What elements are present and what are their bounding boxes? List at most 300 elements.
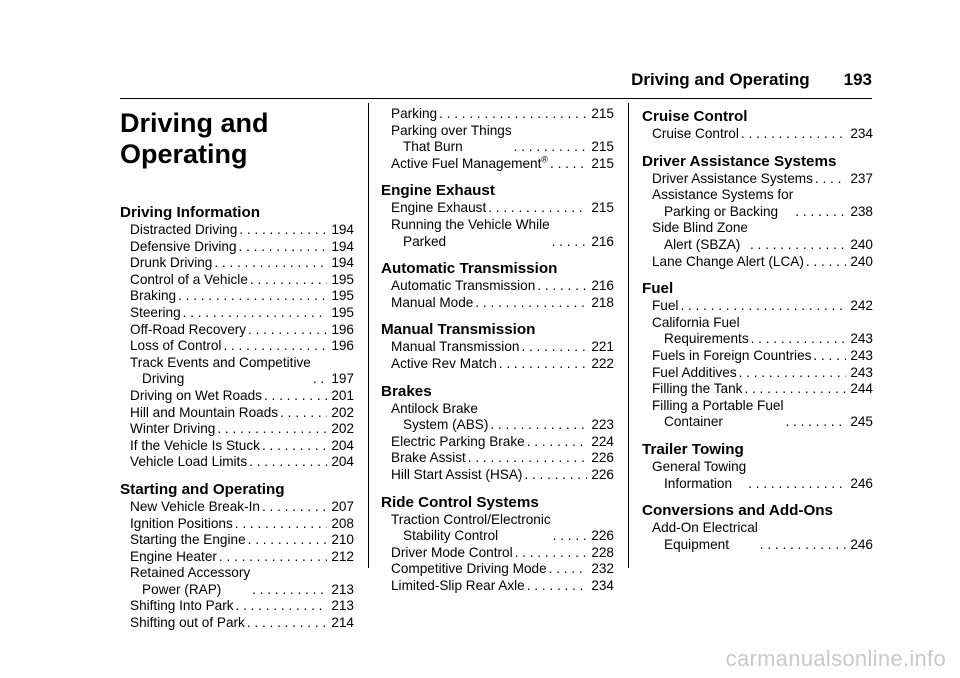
toc-entry-text-continued: Power (RAP) — [142, 581, 222, 597]
dot-leader — [760, 537, 847, 554]
toc-entry[interactable] — [391, 512, 614, 545]
toc-list — [381, 512, 614, 595]
toc-entry-title — [391, 200, 488, 217]
toc-page-number: 234 — [850, 126, 873, 141]
toc-page-number: 232 — [591, 561, 614, 577]
toc-entry-title — [652, 171, 815, 188]
toc-entry-text: Off-Road Recovery — [130, 321, 247, 337]
toc-list — [642, 171, 873, 271]
toc-page-number: 238 — [850, 203, 873, 219]
toc-entry-title — [130, 255, 214, 272]
section-heading-driver-assistance-systems: Driver Assistance Systems — [642, 152, 837, 170]
toc-entry[interactable] — [652, 398, 873, 431]
dot-leader — [217, 421, 327, 438]
toc-entry[interactable] — [130, 598, 354, 615]
toc-entry-text: Drunk Driving — [130, 255, 213, 271]
toc-entry-text: Shifting out of Park — [130, 615, 245, 631]
toc-entry-text: Side Blind Zone — [652, 220, 748, 236]
header-rule — [120, 98, 872, 99]
toc-page-number: 222 — [591, 355, 614, 371]
toc-entry-text-continued: Parking or Backing — [664, 203, 779, 219]
toc-entry-text: Active Fuel Management — [391, 155, 542, 171]
dot-leader — [527, 578, 588, 595]
dot-leader — [680, 298, 846, 315]
toc-entry-title — [391, 401, 490, 434]
toc-entry[interactable] — [130, 454, 354, 471]
toc-entry[interactable] — [130, 532, 354, 549]
dot-leader — [748, 476, 846, 493]
dot-leader — [262, 438, 327, 455]
dot-leader — [815, 171, 846, 188]
chapter-title-line2: Operating — [120, 139, 248, 169]
toc-entry[interactable] — [391, 545, 614, 562]
dot-leader — [806, 254, 846, 271]
toc-entry-title — [652, 381, 744, 398]
toc-page-number: 213 — [331, 598, 354, 614]
section-heading-cruise-control: Cruise Control — [642, 108, 748, 125]
toc-page-number: 197 — [331, 371, 354, 387]
toc-entry-text: Manual Mode — [391, 294, 474, 310]
toc-entry[interactable] — [130, 516, 354, 533]
dot-leader — [750, 237, 846, 254]
dot-leader — [264, 388, 327, 405]
toc-entry-text: Starting the Engine — [130, 532, 246, 548]
dot-leader — [252, 582, 327, 599]
toc-entry[interactable] — [391, 295, 614, 312]
toc-entry-text: California Fuel — [652, 314, 740, 330]
dot-leader — [262, 499, 327, 516]
toc-entry[interactable] — [391, 467, 614, 484]
toc-entry-title — [391, 512, 553, 545]
toc-column-3 — [642, 106, 873, 553]
toc-entry-title — [652, 220, 750, 253]
toc-entry-text: Add-On Electrical — [652, 520, 758, 536]
toc-entry-title — [652, 365, 739, 382]
toc-entry[interactable] — [391, 356, 614, 373]
toc-entry-title — [391, 339, 521, 356]
toc-entry-text: Engine Heater — [130, 548, 217, 564]
toc-page-number: 244 — [850, 381, 873, 397]
column-divider-1 — [368, 103, 369, 568]
dot-leader — [439, 106, 587, 123]
toc-entry[interactable] — [130, 438, 354, 455]
toc-entry-text: Filling a Portable Fuel — [652, 397, 784, 413]
toc-entry[interactable] — [652, 381, 873, 398]
toc-page-number: 210 — [331, 532, 354, 548]
dot-leader — [739, 365, 847, 382]
toc-entry-title — [391, 106, 439, 123]
toc-entry-text: Track Events and Competitive — [130, 354, 311, 370]
toc-entry-title — [130, 272, 250, 289]
toc-entry[interactable] — [391, 339, 614, 356]
dot-leader — [515, 545, 588, 562]
toc-entry-text: Parking — [391, 106, 438, 121]
toc-entry[interactable] — [130, 421, 354, 438]
toc-page-number: 202 — [331, 404, 354, 420]
toc-entry-title — [391, 123, 514, 156]
toc-entry-title — [391, 561, 549, 578]
toc-column-1 — [120, 106, 354, 632]
toc-entry-text: Fuels in Foreign Countries — [652, 347, 812, 363]
toc-entry-text-continued: Container — [664, 414, 723, 430]
dot-leader — [468, 450, 588, 467]
toc-entry[interactable] — [130, 405, 354, 422]
dot-leader — [488, 200, 587, 217]
toc-entry-title — [130, 288, 178, 305]
toc-page-number: 246 — [850, 475, 873, 491]
toc-page-number: 213 — [331, 581, 354, 597]
toc-entry-title — [391, 278, 537, 295]
header-page-number: 193 — [843, 70, 872, 89]
toc-entry-title — [130, 222, 239, 239]
toc-entry-title — [652, 126, 741, 143]
toc-page-number: 226 — [591, 450, 614, 466]
toc-entry[interactable] — [652, 298, 873, 315]
toc-entry-text: Fuel — [652, 298, 679, 314]
toc-page-number: 202 — [331, 421, 354, 437]
dot-leader — [549, 561, 588, 578]
toc-page-number: 195 — [331, 271, 354, 287]
toc-entry-title — [130, 565, 252, 598]
toc-entry[interactable] — [391, 561, 614, 578]
toc-entry[interactable] — [130, 499, 354, 516]
toc-entry-text: Braking — [130, 288, 177, 304]
toc-entry-title — [130, 598, 236, 615]
toc-entry-text: Retained Accessory — [130, 565, 251, 581]
toc-entry-title — [652, 187, 795, 220]
toc-entry[interactable] — [130, 239, 354, 256]
dot-leader — [248, 322, 327, 339]
toc-entry-title — [130, 438, 262, 455]
dot-leader — [239, 239, 328, 256]
dot-leader — [248, 532, 328, 549]
dot-leader — [249, 454, 327, 471]
toc-entry[interactable] — [130, 305, 354, 322]
toc-page-number: 243 — [850, 347, 873, 363]
toc-page-number: 212 — [331, 548, 354, 564]
toc-page-number: 214 — [331, 615, 354, 631]
dot-leader — [741, 126, 846, 143]
toc-entry[interactable] — [391, 156, 614, 173]
dot-leader — [250, 272, 327, 289]
toc-page-number: 228 — [591, 544, 614, 560]
toc-page-number: 226 — [591, 528, 614, 544]
dot-leader — [239, 222, 327, 239]
toc-entry[interactable] — [391, 106, 614, 123]
toc-page-number: 234 — [591, 577, 614, 593]
toc-entry-text: New Vehicle Break-In — [130, 498, 260, 514]
toc-entry-title — [130, 615, 247, 632]
toc-entry-text-continued: Driving — [142, 371, 185, 387]
toc-entry-text: Active Rev Match — [391, 355, 497, 371]
toc-page-number: 216 — [591, 233, 614, 249]
toc-page-number: 243 — [850, 331, 873, 347]
toc-page-number: 223 — [591, 417, 614, 433]
toc-list — [120, 499, 354, 632]
toc-entry-text-continued: Parked — [403, 233, 447, 249]
toc-page-number: 224 — [591, 433, 614, 449]
toc-list — [642, 459, 873, 492]
toc-entry-text: Hill and Mountain Roads — [130, 404, 279, 420]
toc-entry-title — [652, 348, 813, 365]
toc-entry[interactable] — [652, 187, 873, 220]
toc-page-number: 194 — [331, 255, 354, 271]
toc-entry-title — [391, 217, 552, 250]
toc-entry-title — [391, 450, 468, 467]
toc-entry-text: Running the Vehicle While — [391, 216, 550, 232]
toc-entry-title — [652, 459, 748, 492]
toc-entry-text: Defensive Driving — [130, 238, 237, 254]
dot-leader — [247, 615, 327, 632]
toc-entry-text-continued: Information — [664, 475, 733, 491]
dot-leader — [550, 156, 587, 173]
section-heading-automatic-transmission: Automatic Transmission — [381, 260, 558, 278]
toc-entry[interactable] — [130, 615, 354, 632]
toc-entry-text: Hill Start Assist (HSA) — [391, 466, 523, 482]
toc-entry[interactable] — [130, 272, 354, 289]
dot-leader — [795, 204, 846, 221]
toc-entry-text: Antilock Brake — [391, 400, 478, 416]
dot-leader — [499, 356, 588, 373]
toc-entry[interactable] — [652, 459, 873, 492]
toc-entry-text-continued: That Burn — [403, 139, 463, 155]
toc-page-number: 207 — [331, 498, 354, 514]
toc-list — [381, 278, 614, 311]
column-divider-2 — [628, 103, 629, 568]
toc-entry-title — [391, 356, 499, 373]
dot-leader — [744, 381, 846, 398]
toc-page-number: 204 — [331, 437, 354, 453]
section-heading-driving-information: Driving Information — [120, 204, 261, 221]
toc-entry-text: If the Vehicle Is Stuck — [130, 437, 260, 453]
toc-entry-text-continued: Stability Control — [403, 528, 499, 544]
toc-page-number: 216 — [591, 278, 614, 294]
toc-entry-text: Loss of Control — [130, 338, 222, 354]
toc-entry-text: Fuel Additives — [652, 364, 737, 380]
toc-page-number: 218 — [591, 294, 614, 310]
chapter-title — [120, 108, 354, 170]
dot-leader — [514, 139, 588, 156]
dot-leader — [236, 598, 328, 615]
toc-entry[interactable] — [130, 388, 354, 405]
toc-entry-text: Lane Change Alert (LCA) — [652, 253, 804, 269]
toc-entry-text: Driver Mode Control — [391, 544, 513, 560]
section-heading-trailer-towing: Trailer Towing — [642, 440, 744, 458]
toc-page-number: 196 — [331, 338, 354, 354]
toc-page-number: 226 — [591, 466, 614, 482]
toc-entry-text: Shifting Into Park — [130, 598, 234, 614]
toc-page-number: 215 — [591, 200, 614, 216]
toc-page-number: 240 — [850, 236, 873, 252]
dot-leader — [552, 234, 588, 251]
toc-entry-title — [130, 532, 248, 549]
toc-list — [381, 401, 614, 484]
toc-entry[interactable] — [391, 450, 614, 467]
toc-entry-text-continued: Requirements — [664, 331, 749, 347]
toc-entry-title — [130, 355, 313, 388]
toc-entry-text-continued: Alert (SBZA) — [664, 236, 741, 252]
toc-entry-text: Vehicle Load Limits — [130, 454, 248, 470]
toc-entry[interactable] — [652, 365, 873, 382]
header-section-title: Driving and Operating — [631, 70, 810, 89]
dot-leader — [813, 348, 846, 365]
toc-entry-title — [652, 254, 806, 271]
toc-entry[interactable] — [130, 355, 354, 388]
toc-list — [642, 520, 873, 553]
toc-page-number: 208 — [331, 515, 354, 531]
toc-entry[interactable] — [652, 348, 873, 365]
toc-entry-text: Cruise Control — [652, 126, 739, 141]
toc-entry-title — [130, 421, 217, 438]
toc-entry[interactable] — [391, 578, 614, 595]
toc-entry-text: Assistance Systems for — [652, 187, 794, 203]
watermark: carmanualsonline.info — [725, 646, 946, 671]
toc-list — [642, 126, 873, 143]
toc-entry[interactable] — [652, 171, 873, 188]
chapter-title-line1: Driving and — [120, 108, 269, 138]
section-heading-conversions-and-add-ons: Conversions and Add-Ons — [642, 502, 833, 520]
toc-entry-title — [391, 545, 515, 562]
toc-entry-text-continued: Equipment — [664, 536, 729, 552]
section-heading-engine-exhaust: Engine Exhaust — [381, 182, 495, 200]
toc-entry-text: Electric Parking Brake — [391, 433, 525, 449]
toc-entry-text: Driving on Wet Roads — [130, 387, 262, 403]
toc-entry-title — [130, 322, 248, 339]
toc-entry-title — [130, 388, 264, 405]
dot-leader — [219, 549, 327, 566]
dot-leader — [537, 278, 587, 295]
toc-list — [642, 298, 873, 431]
toc-entry[interactable] — [130, 322, 354, 339]
toc-entry-text: General Towing — [652, 458, 747, 474]
toc-entry[interactable] — [391, 401, 614, 434]
toc-entry-text-continued: System (ABS) — [403, 417, 489, 433]
toc-entry[interactable] — [391, 434, 614, 451]
toc-entry-text: Automatic Transmission — [391, 278, 536, 294]
toc-column-2 — [381, 106, 614, 594]
toc-entry[interactable] — [652, 220, 873, 253]
toc-entry-title — [130, 305, 183, 322]
toc-page-number: 201 — [331, 387, 354, 403]
toc-entry-text: Steering — [130, 304, 181, 320]
dot-leader — [235, 516, 328, 533]
dot-leader — [475, 295, 587, 312]
toc-entry-text: Parking over Things — [391, 122, 512, 138]
toc-entry-title — [130, 405, 280, 422]
toc-list — [381, 339, 614, 372]
toc-entry-text: Control of a Vehicle — [130, 271, 248, 287]
toc-entry[interactable] — [130, 288, 354, 305]
toc-entry-text: Driver Assistance Systems — [652, 170, 813, 186]
section-heading-manual-transmission: Manual Transmission — [381, 321, 536, 339]
dot-leader — [214, 255, 327, 272]
dot-leader — [751, 331, 847, 348]
toc-entry-title — [652, 398, 785, 431]
toc-page-number: 243 — [850, 364, 873, 380]
dot-leader — [280, 405, 327, 422]
dot-leader — [521, 339, 587, 356]
toc-page-number: 246 — [850, 536, 873, 552]
toc-entry-text: Engine Exhaust — [391, 200, 487, 216]
toc-entry-text: Filling the Tank — [652, 381, 743, 397]
toc-page-number: 221 — [591, 339, 614, 355]
toc-page-number: 194 — [331, 238, 354, 254]
toc-entry-title — [130, 499, 262, 516]
toc-list — [381, 106, 614, 172]
dot-leader — [524, 467, 587, 484]
dot-leader — [785, 414, 846, 431]
toc-page-number: 215 — [591, 155, 614, 171]
toc-entry-text: Winter Driving — [130, 421, 216, 437]
toc-entry[interactable] — [130, 222, 354, 239]
toc-entry-title — [391, 156, 550, 173]
section-heading-fuel: Fuel — [642, 280, 674, 298]
toc-page-number: 242 — [850, 298, 873, 314]
toc-entry-text: Ignition Positions — [130, 515, 233, 531]
dot-leader — [527, 434, 588, 451]
toc-entry[interactable] — [391, 200, 614, 217]
toc-page-number: 195 — [331, 288, 354, 304]
toc-page-number: 195 — [331, 304, 354, 320]
toc-entry-text: Limited-Slip Rear Axle — [391, 577, 525, 593]
toc-entry-title — [391, 467, 524, 484]
toc-entry[interactable] — [130, 338, 354, 355]
toc-page-number: 194 — [331, 222, 354, 237]
section-heading-starting-and-operating: Starting and Operating — [120, 480, 285, 498]
toc-entry-title — [130, 549, 219, 566]
toc-list — [381, 200, 614, 250]
running-header — [631, 70, 872, 90]
toc-entry[interactable] — [391, 123, 614, 156]
toc-entry[interactable] — [652, 126, 873, 143]
dot-leader — [313, 371, 327, 388]
toc-entry-text: Manual Transmission — [391, 339, 520, 355]
toc-page-number: 240 — [850, 253, 873, 269]
toc-entry[interactable] — [391, 217, 614, 250]
toc-entry[interactable] — [652, 254, 873, 271]
toc-entry-title — [652, 520, 760, 553]
toc-entry[interactable] — [130, 549, 354, 566]
toc-entry[interactable] — [652, 315, 873, 348]
dot-leader — [183, 305, 328, 322]
toc-entry[interactable] — [130, 255, 354, 272]
dot-leader — [178, 288, 327, 305]
section-heading-brakes: Brakes — [381, 382, 432, 400]
toc-entry-title — [391, 295, 475, 312]
toc-entry-title — [130, 516, 235, 533]
toc-page-number: 215 — [591, 106, 614, 121]
toc-entry-title — [391, 434, 527, 451]
toc-entry-title — [391, 578, 527, 595]
toc-page-number: 245 — [850, 414, 873, 430]
toc-entry[interactable] — [652, 520, 873, 553]
toc-entry[interactable] — [391, 278, 614, 295]
toc-page-number: 237 — [850, 170, 873, 186]
toc-list — [120, 222, 354, 471]
toc-entry-text: Distracted Driving — [130, 222, 238, 237]
registered-mark: ® — [541, 154, 549, 165]
toc-page-number: 196 — [331, 321, 354, 337]
toc-entry-title — [652, 298, 680, 315]
toc-page-number: 215 — [591, 139, 614, 155]
toc-entry-title — [130, 454, 249, 471]
toc-entry-title — [652, 315, 751, 348]
toc-entry[interactable] — [130, 565, 354, 598]
toc-entry-text: Traction Control/Electronic — [391, 511, 551, 527]
dot-leader — [490, 417, 587, 434]
toc-page-number: 204 — [331, 454, 354, 470]
toc-entry-title — [130, 239, 239, 256]
